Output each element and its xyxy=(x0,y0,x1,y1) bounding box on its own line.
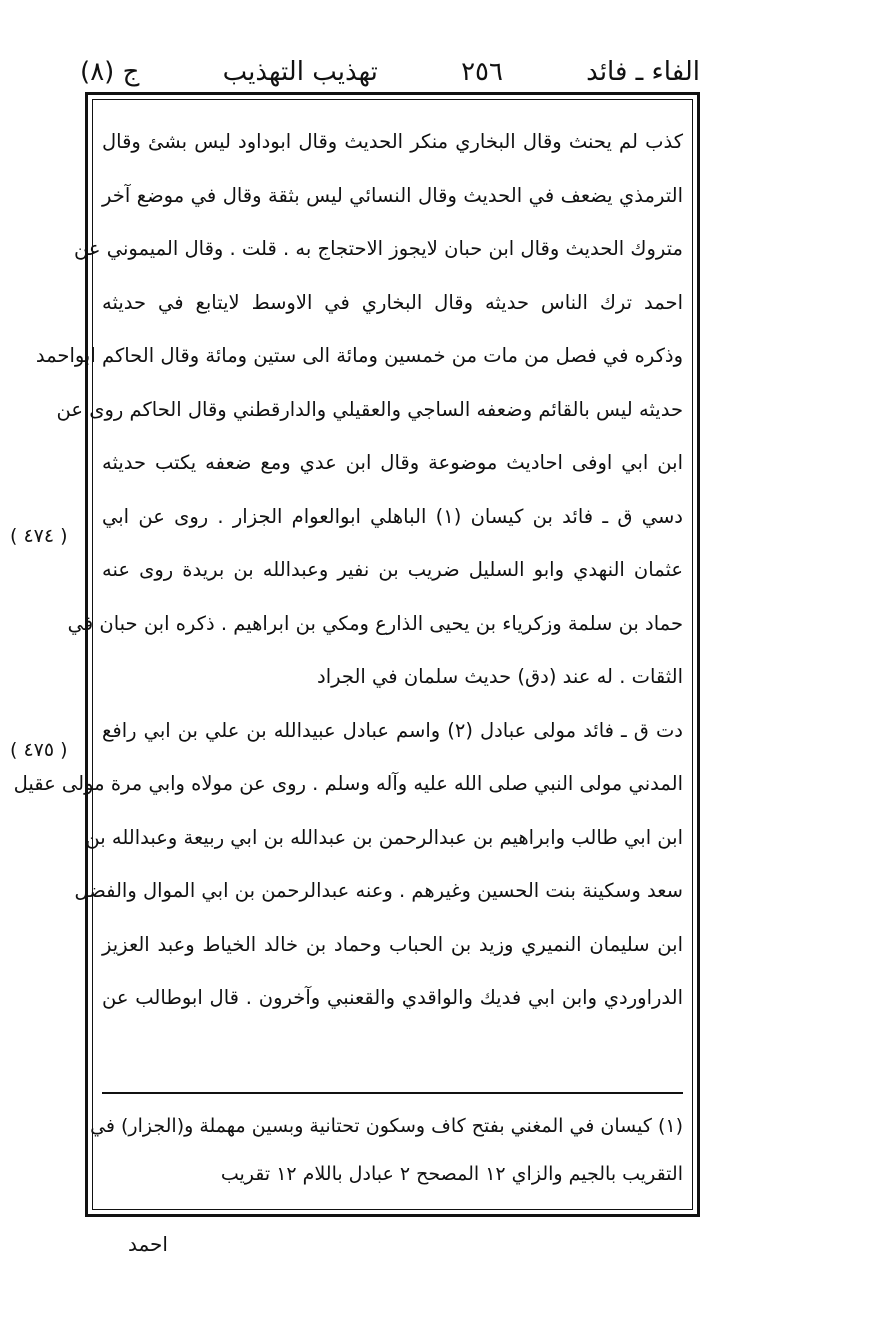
text-line: حماد بن سلمة وزكرياء بن يحيى الذارع ومكي بن ابراهيم . ذكره ابن حبان في xyxy=(67,611,683,635)
text-line: المدني مولى النبي صلى الله عليه وآله وسلم . روى عن مولاه وابي مرة مولى عقيل xyxy=(13,772,683,795)
text-line: عثمان النهدي وابو السليل ضريب بن نفير وعبدالله بن بريدة روى عنه xyxy=(102,558,683,581)
page-number: ٢٥٦ xyxy=(461,57,503,87)
text-line: الدراوردي وابن ابي فديك والواقدي والقعنبي وآخرون . قال ابوطالب عن xyxy=(102,986,683,1009)
page-header xyxy=(80,52,700,92)
text-line: كذب لم يحنث وقال البخاري منكر الحديث وقال ابوداود ليس بشئ وقال xyxy=(102,130,683,153)
text-line: دسي ق ـ فائد بن كيسان (١) الباهلي ابوالعوام الجزار . روى عن ابي xyxy=(102,504,683,528)
text-line: ابن سليمان النميري وزيد بن الحباب وحماد بن خالد الخياط وعبد العزيز xyxy=(102,932,683,956)
text-line: الثقات . له عند (دق) حديث سلمان في الجراد xyxy=(317,665,683,688)
section-title: الفاء ـ فائد xyxy=(586,57,700,87)
catchword: احمد xyxy=(128,1232,168,1256)
text-line: دت ق ـ فائد مولى عبادل (٢) واسم عبادل عبيدالله بن علي بن ابي رافع xyxy=(102,718,683,742)
text-line: سعد وسكينة بنت الحسين وغيرهم . وعنه عبدالرحمن بن ابي الموال والفضل xyxy=(74,879,683,902)
text-line: حديثه ليس بالقائم وضعفه الساجي والعقيلي والدارقطني وقال الحاكم روى عن xyxy=(56,397,683,421)
text-line: وذكره في فصل من مات من خمسين ومائة الى ستين ومائة وقال الحاكم ابواحمد xyxy=(35,344,683,367)
text-line: ابن ابي اوفى احاديث موضوعة وقال ابن عدي ومع ضعفه يكتب حديثه xyxy=(102,451,683,474)
footnote-line: التقريب بالجيم والزاي ١٢ المصحح ٢ عبادل باللام ١٢ تقريب xyxy=(220,1163,683,1185)
volume-number: ج (٨) xyxy=(80,57,140,87)
footnote-line: (١) كيسان في المغني بفتح كاف وسكون تحتانية وبسين مهملة و(الجزار) في xyxy=(90,1115,683,1137)
book-title: تهذيب التهذيب xyxy=(222,57,378,87)
footnotes xyxy=(90,1102,683,1198)
text-line: متروك الحديث وقال ابن حبان لايجوز الاحتجاج به . قلت . وقال الميموني عن xyxy=(74,237,683,260)
entry-number-475: ( ٤٧٥ ) xyxy=(10,739,68,761)
text-line: الترمذي يضعف في الحديث وقال النسائي ليس بثقة وقال في موضع آخر xyxy=(102,183,683,207)
text-line: ابن ابي طالب وابراهيم بن عبدالرحمن بن عبدالله بن ابي ربيعة وعبدالله بن xyxy=(85,825,683,849)
entry-number-474: ( ٤٧٤ ) xyxy=(10,525,68,547)
footnote-divider xyxy=(102,1092,683,1094)
text-line: احمد ترك الناس حديثه وقال البخاري في الاوسط لايتابع في حديثه xyxy=(102,290,683,314)
